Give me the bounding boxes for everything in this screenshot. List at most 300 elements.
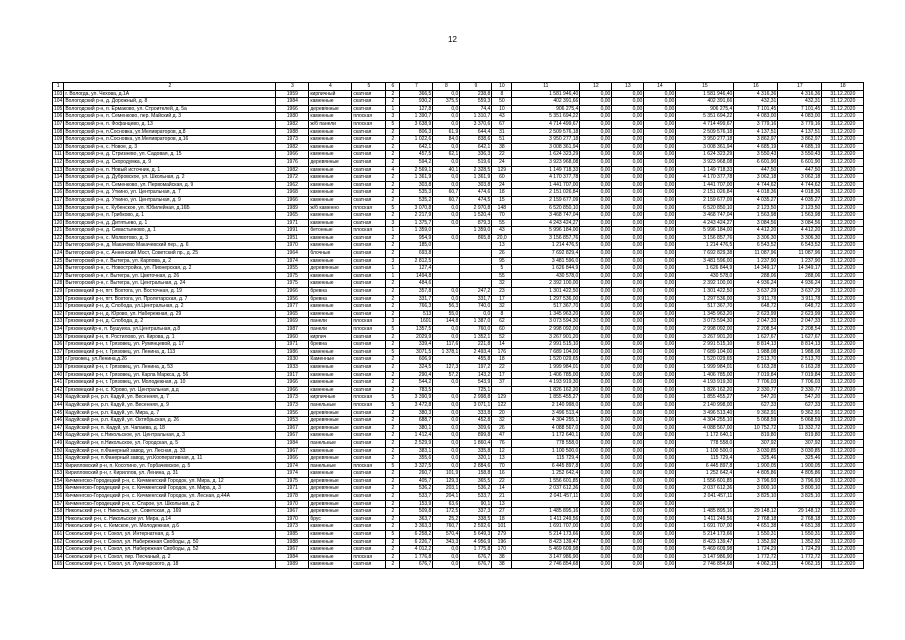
table-cell: 221,8 [460,341,492,349]
table-cell: 4 714 499,67 [512,120,580,128]
table-cell: скатная [352,447,386,455]
table-cell: 0,00 [644,204,676,212]
table-cell: 31.12.2020 [822,250,864,258]
table-cell: 2 [386,341,400,349]
table-cell: Вологодский р-н, д. Уткино, ул. Центральная, д. 9 [64,196,276,204]
table-cell: 0,00 [644,250,676,258]
table-row [53,174,864,182]
table-cell: 101,9 [433,470,460,478]
table-cell: 126 [54,265,63,272]
table-cell: 1 411 249,56 [512,515,580,523]
table-cell: 117 [54,196,63,203]
table-cell: 148 [54,432,63,439]
table-cell: 2 140 998,0 [512,401,580,409]
table-cell: 142 [54,386,63,393]
table-row [53,90,864,98]
table-cell: 533,7 [400,493,433,501]
table-cell: 2 [386,128,400,136]
table-cell: 0,00 [580,379,612,387]
table-cell: 60,7 [433,196,460,204]
table-cell: 2 513,70 [734,356,778,364]
table-cell: 0,00 [644,196,676,204]
table-cell: 1980 [276,113,309,121]
table-cell: Вытегорский р-н, г. Вытегра, ул. Карпова, д. 2 [64,257,276,265]
table-cell: 1967 [276,447,309,455]
table-cell: бетонные [309,227,352,235]
table-cell: 31.12.2020 [822,227,864,235]
table-row [53,356,864,364]
table-cell: 1 172 640,1 [676,432,734,440]
table-cell: скатная [352,174,386,182]
table-cell: 4 304 255,10 [676,417,734,425]
table-cell: Вологодский р-н, п. Фофанцево, д. 13 [64,120,276,128]
column-number-cell: 2 [64,83,276,91]
table-cell: скатная [352,219,386,227]
table-cell: 2 998 092,00 [676,326,734,334]
table-cell: 153 [54,470,63,477]
table-cell: 4 936,24 [734,280,778,288]
table-cell: 2 159 677,09 [512,196,580,204]
table-cell: 0,00 [644,515,676,523]
table-row [53,280,864,288]
table-cell: скатная [352,439,386,447]
table-cell: 1 149 718,33 [512,166,580,174]
table-cell: скатная [352,538,386,546]
table-cell: 2 [386,363,400,371]
table-cell: 3 070,8 [400,204,433,212]
table-cell: 70 [492,462,512,470]
table-cell: 129,3 [433,477,460,485]
table-cell: 26 [492,424,512,432]
table-cell: 107 [54,120,63,127]
table-cell: 0,00 [580,310,612,318]
table-cell: 1 624 323,29 [676,151,734,159]
column-number-cell: 10 [492,83,512,91]
table-cell: 2 [386,386,400,394]
table-cell: каменные [309,219,352,227]
table-cell: 31.12.2020 [822,295,864,303]
table-row [53,105,864,113]
table-cell: 0,00 [644,219,676,227]
table-cell: 129 [492,166,512,174]
table-cell: 31.12.2020 [822,439,864,447]
table-cell: 0,00 [644,394,676,402]
table-cell: 2 041 457,11 [512,493,580,501]
table-cell: 5 996 184,00 [676,227,734,235]
table-cell: кирпичный [309,90,352,98]
table-cell: 533,7 [460,493,492,501]
table-cell: 303,8 [400,181,433,189]
table-cell: Никольский р-н, г. Никольск, ул. Советская, д. 169 [64,508,276,516]
table-cell: 8 814,13 [778,341,822,349]
table-cell: 1968 [276,189,309,197]
table-cell: 0,00 [580,508,612,516]
table-cell: 43 [492,113,512,121]
table-cell: скатная [352,417,386,425]
table-cell: каменные [309,272,352,280]
table-cell: 0,00 [644,143,676,151]
table-cell: 31.12.2020 [822,485,864,493]
table-cell: 3 550,43 [778,151,822,159]
table-cell: 3 496 513,4 [512,409,580,417]
table-cell: 1 860,4 [460,439,492,447]
table-cell: 197,2 [460,363,492,371]
table-cell: 4 316,36 [734,90,778,98]
table-cell: 247,2 [460,288,492,296]
table-cell: 2 [386,477,400,485]
table-cell: скатная [352,143,386,151]
table-cell: 4 685,19 [778,143,822,151]
table-cell: каменные [309,561,352,569]
table-cell: 405,7 [400,477,433,485]
table-cell: 163 [54,546,63,553]
table-cell: Вологодский р-н, п. Семенково, ул. Первомайская, д. 9 [64,181,276,189]
table-cell: 5 [386,462,400,470]
table-cell: Грязовецкийр-н, п. Бушуиха, ул.Центральная, д.8 [64,326,276,334]
table-cell: 0,00 [644,318,676,326]
table-cell: 5 351 694,22 [512,113,580,121]
table-cell: каменные [309,234,352,242]
table-cell: 2 991 515,10 [676,341,734,349]
table-cell: 288,06 [734,272,778,280]
table-cell: 1 237,90 [778,257,822,265]
table-cell: скатная [352,333,386,341]
table-cell: скатная [352,128,386,136]
table-cell: 0,0 [433,120,460,128]
table-cell: 0,00 [580,386,612,394]
table-cell: 61,9 [433,128,460,136]
table-cell: Кичменгско-Городецкий р-н, с. Кичменгский Городок, ул. Мира, д. 12 [64,477,276,485]
table-cell: скатная [352,485,386,493]
table-cell: 570,4 [433,531,460,539]
table-cell: скатная [352,455,386,463]
table-cell: кирпич [309,333,352,341]
table-cell: 1965 [276,310,309,318]
table-cell: 3 084,56 [778,219,822,227]
table-cell: 31.12.2020 [822,341,864,349]
table-row [53,447,864,455]
table-cell: 642,1 [400,143,433,151]
table-cell: 343,3 [433,538,460,546]
table-cell: 0,00 [612,432,644,440]
table-cell: 3 306,30 [778,234,822,242]
table-cell: 3 472,8 [400,401,433,409]
table-cell: 2 493,4 [460,348,492,356]
table-cell: 31.12.2020 [822,447,864,455]
table-cell: 3 638,9 [400,120,433,128]
table-cell: 1962 [276,181,309,189]
table-cell: 135 [54,333,63,340]
table-cell: деревянные [309,493,352,501]
table-cell: 0,00 [580,417,612,425]
table-cell: 0,00 [644,493,676,501]
table-cell: плоская [352,227,386,235]
table-cell: 3 468 747,04 [676,212,734,220]
table-cell: брус [309,515,352,523]
column-number-cell: 11 [512,83,580,91]
table-cell: 127,8 [400,105,433,113]
table-cell: 4 170 377,78 [676,174,734,182]
table-cell: 6 520 850,10 [512,204,580,212]
table-cell: 0,00 [612,181,644,189]
table-cell [676,500,734,508]
table-cell: 594,2 [400,158,433,166]
table-cell: 0,0 [433,90,460,98]
table-row [53,409,864,417]
table-cell: 31.12.2020 [822,265,864,273]
table-cell: 2 [386,174,400,182]
table-cell: 31.12.2020 [822,531,864,539]
table-cell: 2 [386,546,400,554]
table-cell: 2 041 457,11 [676,493,734,501]
table-cell: 3 363,3 [400,523,433,531]
table-cell: 2 [386,212,400,220]
table-row [53,204,864,212]
table-row [53,288,864,296]
table-cell: 6 258,2 [400,531,433,539]
table-cell: 0,0 [433,417,460,425]
table-cell: 838,6 [460,136,492,144]
table-cell: каменные [309,280,352,288]
table-cell: 0,00 [644,105,676,113]
table-cell: 76 [492,439,512,447]
table-cell: 0,00 [644,546,676,554]
table-cell: 2 [386,189,400,197]
table-cell: панели [309,318,352,326]
table-row [53,417,864,425]
table-row [53,470,864,478]
table-cell: каменные [309,242,352,250]
table-cell: плоская [352,462,386,470]
table-cell: Кадуйский р-н, п.Фанерный завод, ул.Кооперативная, д. 11 [64,455,276,463]
table-cell: 260,7 [400,470,433,478]
table-cell: 63,6 [433,500,460,508]
table-cell: 3 084,56 [734,219,778,227]
table-cell: Грязовецкий р-н, д. Слобода, ул.Центральная, д. 2 [64,303,276,311]
table-cell: 2 [386,250,400,258]
table-cell: 31.12.2020 [822,303,864,311]
table-cell: 140 [54,371,63,378]
table-cell: каменные [309,181,352,189]
table-cell: Кадуйский р-н, п.Фанерный завод, ул. Лесная, д. 33 [64,447,276,455]
table-cell: 1 772,72 [778,553,822,561]
table-cell [433,250,460,258]
table-cell: 325,46 [734,455,778,463]
table-cell: 1 352,92 [778,538,822,546]
table-cell: 0,00 [644,386,676,394]
table-cell: скатная [352,424,386,432]
table-cell: 1 550,31 [734,531,778,539]
table-cell: 363,7 [400,515,433,523]
table-cell: 1976 [276,158,309,166]
table-cell: 355,6 [400,455,433,463]
table-cell: 3 147 986,90 [512,553,580,561]
table-cell: 1982 [276,166,309,174]
table-cell: 2 [386,196,400,204]
table-cell: 2 [386,493,400,501]
table-cell: 1 [386,272,400,280]
table-cell: Вытегорский р-н, г. Вытегра, ул. Центральная, д. 24 [64,280,276,288]
table-cell: каменные [309,447,352,455]
table-cell: скатная [352,272,386,280]
table-cell: 70 [492,212,512,220]
table-cell: 819,80 [734,432,778,440]
table-cell: 129 [54,288,63,295]
table-cell: скатная [352,158,386,166]
table-cell: 15 [492,196,512,204]
table-cell: 0,00 [580,409,612,417]
table-cell: 31.12.2020 [822,143,864,151]
table-cell: 57,2 [433,371,460,379]
table-cell: 43 [492,227,512,235]
table-cell: 0,00 [644,113,676,121]
table-cell: 2 [386,280,400,288]
table-cell: 16 [492,470,512,478]
table-cell: Вологодский р-н, д. Стризнево, ул. Садовая, д. 15 [64,151,276,159]
table-cell: 3 [386,219,400,227]
table-cell: 288,06 [778,272,822,280]
table-cell: 8 423 139,47 [512,538,580,546]
table-cell: 2 [386,455,400,463]
table-cell: 1 520 029,65 [676,356,734,364]
table-cell: Сокольский р-н, г. Сокол, пер. Песчаный, д. 2 [64,553,276,561]
table-cell: 1975 [276,477,309,485]
table-cell: 0,00 [612,394,644,402]
table-cell: 0,00 [580,432,612,440]
table-cell: 1977 [276,303,309,311]
table-cell: 134 [54,326,63,332]
table-cell: 2 509 576,18 [512,128,580,136]
table-cell: 806,3 [400,128,433,136]
table-cell: Кадуйский р-н, п. Кадуй, ул. Чапаева, д. 18 [64,424,276,432]
table-cell: скатная [352,371,386,379]
table-cell: 0,0 [433,553,460,561]
table-cell: 1966 [276,288,309,296]
table-cell: 2 [386,295,400,303]
table-cell: деревянные [309,500,352,508]
table-cell: скатная [352,196,386,204]
table-cell: 2 [386,523,400,531]
table-cell: 17 [492,371,512,379]
table-row [53,561,864,569]
table-cell: 517 367,70 [512,303,580,311]
table-cell: 0,0 [433,455,460,463]
table-cell: каменные [309,348,352,356]
table-cell: скатная [352,181,386,189]
table-cell: 62 [492,318,512,326]
table-cell: 402 391,66 [512,98,580,106]
table-cell: плоская [352,113,386,121]
table-cell: 3 779,16 [734,120,778,128]
table-cell: 0,0 [433,462,460,470]
table-cell: 430 578,0 [512,272,580,280]
table-cell: 3 156 857,76 [676,234,734,242]
table-cell: 31.12.2020 [822,386,864,394]
table-cell: 2 623,99 [778,310,822,318]
table-cell: деревянные [309,477,352,485]
column-number-cell: 4 [309,83,352,91]
table-cell: каменные [309,189,352,197]
table-cell: 31.12.2020 [822,561,864,569]
table-cell: Вологодский р-н, д. Дитятьево, д. 1 [64,219,276,227]
table-cell: 101 [492,523,512,531]
table-cell: 1 [386,265,400,273]
table-cell: 111 [54,151,62,158]
table-cell: 4 936,24 [778,280,822,288]
table-row [53,136,864,144]
table-cell: 31.12.2020 [822,394,864,402]
table-cell: 1988 [276,128,309,136]
table-cell: 150 [54,447,63,454]
table-cell: каменные [309,166,352,174]
table-cell: 31.12.2020 [822,523,864,531]
table-cell: 1 352,1 [460,333,492,341]
table-cell: 4 062,15 [778,561,822,569]
table-cell: скатная [352,531,386,539]
table-cell: 474,5 [460,196,492,204]
table-cell: Никольский р-н, с. Кемское, ул. Молодежная, д.6 [64,523,276,531]
table-cell: Грязовецкий р-н, г. Грязовец, ул. Молодежная, д. 10 [64,379,276,387]
table-cell: Вологодский р-н, д. Дорожный, д. 8 [64,98,276,106]
table-cell: 31.12.2020 [822,356,864,364]
table-cell: 31.12.2020 [822,288,864,296]
table-cell: Кадуйский р-н, р.п. Кадуй, ул. Весенняя, д. 7 [64,394,276,402]
table-cell: 21 [492,493,512,501]
table-cell: 0,0 [433,394,460,402]
table-cell: 778 558,0 [676,439,734,447]
table-cell: 31.12.2020 [822,318,864,326]
table-cell: Кадуйский р-н, р.п. Кадуй, ул. Октябрьская, д. 26 [64,417,276,425]
table-cell: скатная [352,409,386,417]
table-cell: скатная [352,265,386,273]
table-cell: 4 651,38 [734,523,778,531]
table-cell: 3 911,78 [734,295,778,303]
table-cell: каменные [309,151,352,159]
table-cell: 3 800,10 [734,485,778,493]
table-cell: 4 018,36 [778,189,822,197]
table-cell: 307,92 [778,439,822,447]
table-cell: 2 [386,508,400,516]
table-cell: Грязовецкий р-н, пгт. Вохтога, ул. Пролетарская, д. 7 [64,295,276,303]
table-cell: каменные [309,196,352,204]
table-cell: 0,00 [612,310,644,318]
table-cell: Грязовецкий р-н, г. Грязовец, ул. Ленина, д. 53 [64,363,276,371]
table-cell: 2 [386,561,400,569]
table-cell: 1974 [276,462,309,470]
table-cell: 0,00 [580,196,612,204]
table-cell: 1 375,7 [400,219,433,227]
table-cell: 127 [54,272,63,279]
table-row [53,181,864,189]
table-cell: скатная [352,288,386,296]
table-cell: 162 [54,538,63,545]
table-row [53,318,864,326]
table-cell: 1966 [276,455,309,463]
table-cell: 31.12.2020 [822,257,864,265]
table-cell: 122 [492,401,512,409]
table-cell: 7 706,03 [778,379,822,387]
table-cell: 9 362,91 [778,409,822,417]
table-cell: 2 746 854,68 [512,561,580,569]
column-number-cell: 12 [580,83,612,91]
table-cell: 8 423 139,47 [676,538,734,546]
table-cell: Кадуйский р-н, с.Никольское, ул. Центральная, д. 3 [64,432,276,440]
table-cell: 0,0 [433,158,460,166]
table-cell: 0,00 [580,174,612,182]
table-cell: 4 018,36 [734,189,778,197]
table-cell: 0,0 [433,424,460,432]
table-cell: 31.12.2020 [822,174,864,182]
